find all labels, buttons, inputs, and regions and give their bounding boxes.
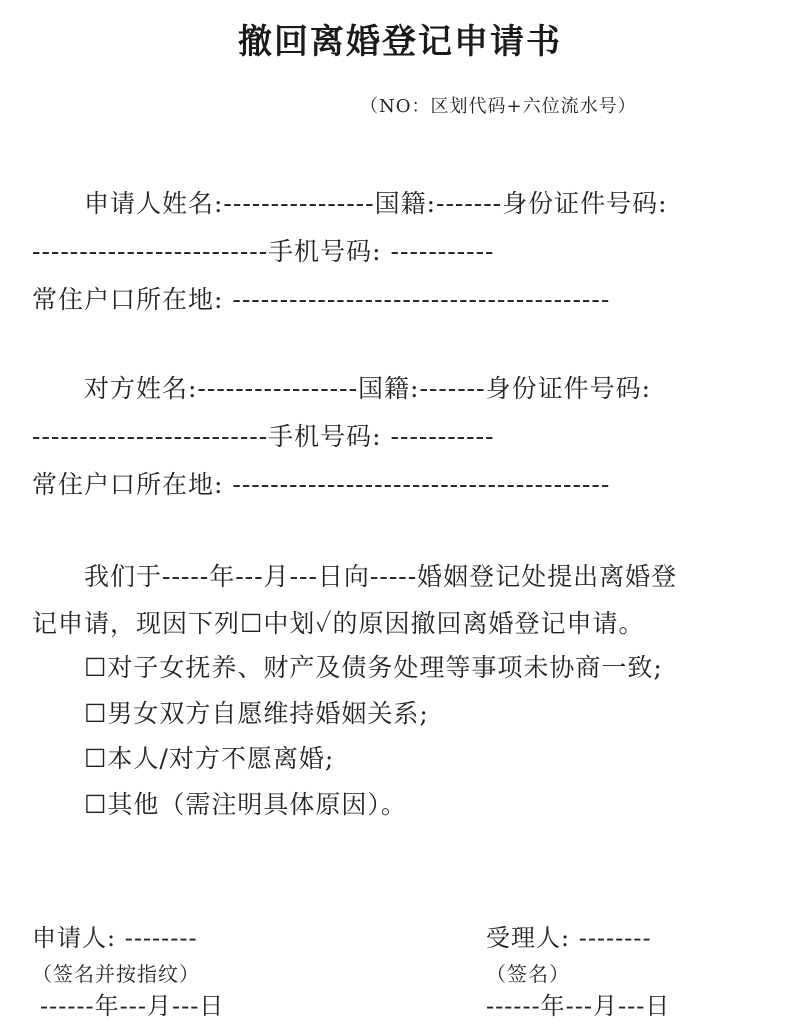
applicant-residence-line: 常住户口所在地: ---------------------------------------- [32,285,611,314]
applicant-signature-note: （签名并按指纹） [32,962,200,986]
reason-item-2: ☐男女双方自愿维持婚姻关系; [84,699,429,728]
other-party-name-line: 对方姓名:-----------------国籍:-------身份证件号码: [84,374,652,403]
document-title: 撤回离婚登记申请书 [238,22,562,62]
applicant-phone-line: -------------------------手机号码: ----------- [32,237,495,266]
reason-item-1: ☐对子女抚养、财产及债务处理等事项未协商一致; [84,653,663,682]
reason-item-4: ☐其他（需注明具体原因）。 [84,790,407,819]
other-party-phone-line: -------------------------手机号码: ----------- [32,422,495,451]
applicant-signature-label: 申请人: -------- [32,924,198,952]
other-party-residence-line: 常住户口所在地: ---------------------------------------- [32,470,611,499]
statement-line-2: 记申请，现因下列☐中划✓的原因撤回离婚登记申请。 [32,609,645,638]
applicant-signature-date: ------年---月---日 [40,992,225,1020]
applicant-name-line: 申请人姓名:----------------国籍:-------身份证件号码: [84,189,668,218]
receiver-signature-note: （签名） [486,962,570,986]
reason-item-3: ☐本人/对方不愿离婚; [84,744,335,773]
number-note: （NO：区划代码+六位流水号） [360,96,637,117]
statement-line-1: 我们于-----年---月---日向-----婚姻登记处提出离婚登 [84,562,678,591]
receiver-signature-date: ------年---月---日 [486,992,671,1020]
receiver-signature-label: 受理人: -------- [486,924,652,952]
